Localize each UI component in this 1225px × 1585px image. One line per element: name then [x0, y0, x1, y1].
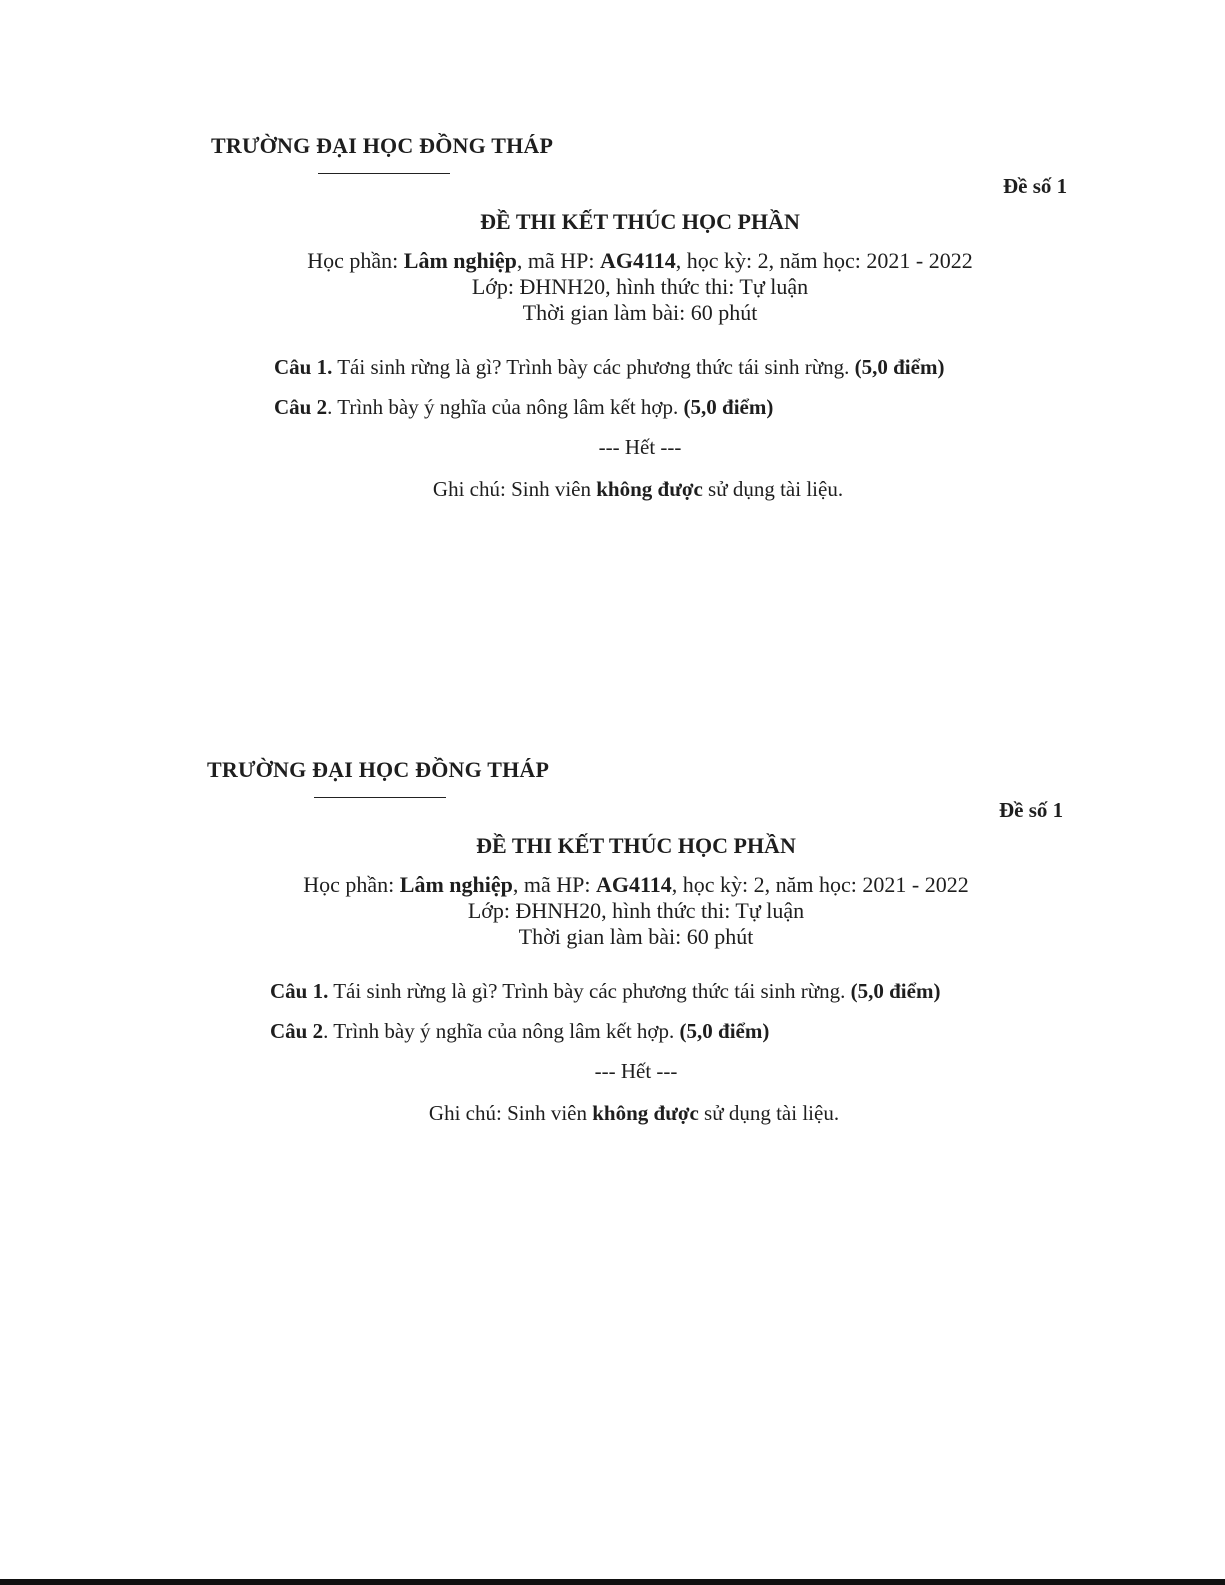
class-info: Lớp: ĐHNH20, hình thức thi: Tự luận	[467, 898, 805, 923]
note	[138, 477, 1138, 502]
course-prefix: Học phần:	[307, 248, 404, 273]
school-name: TRƯỜNG ĐẠI HỌC ĐỒNG THÁP	[211, 133, 554, 158]
note-bold: không được	[592, 1101, 699, 1125]
note-bold: không được	[596, 477, 703, 501]
end-marker: --- Hết ---	[594, 1059, 678, 1083]
question-2-label: Câu 2	[274, 395, 328, 419]
course-code: AG4114	[595, 872, 672, 897]
question-1-text: Tái sinh rừng là gì? Trình bày các phương thức tái sinh rừng.	[332, 355, 855, 379]
exam-title: ĐỀ THI KẾT THÚC HỌC PHẦN	[480, 209, 800, 234]
term-info: , học kỳ: 2, năm học: 2021 - 2022	[671, 872, 969, 897]
question-2	[274, 395, 773, 420]
course-info	[140, 248, 1140, 274]
exam-number: Đề số 1	[999, 798, 1064, 822]
course-code: AG4114	[599, 248, 676, 273]
exam-copy-2	[0, 624, 1221, 1244]
class-info: Lớp: ĐHNH20, hình thức thi: Tự luận	[471, 274, 809, 299]
course-info	[136, 872, 1136, 898]
question-1-label: Câu 1.	[270, 979, 329, 1003]
question-2-points: (5,0 điểm)	[679, 1019, 770, 1043]
question-1-points: (5,0 điểm)	[854, 355, 945, 379]
note-prefix: Ghi chú: Sinh viên	[428, 1101, 593, 1125]
question-1-label: Câu 1.	[274, 355, 333, 379]
term-info: , học kỳ: 2, năm học: 2021 - 2022	[675, 248, 973, 273]
question-1-text: Tái sinh rừng là gì? Trình bày các phương thức tái sinh rừng.	[328, 979, 851, 1003]
question-1-points: (5,0 điểm)	[850, 979, 941, 1003]
note-prefix: Ghi chú: Sinh viên	[432, 477, 597, 501]
course-name: Lâm nghiệp	[403, 248, 517, 273]
note-suffix: sử dụng tài liệu.	[702, 477, 844, 501]
time-info: Thời gian làm bài: 60 phút	[518, 924, 754, 949]
question-2	[270, 1019, 769, 1044]
course-prefix: Học phần:	[303, 872, 400, 897]
scan-bottom-edge	[0, 1579, 1225, 1585]
question-2-text: . Trình bày ý nghĩa của nông lâm kết hợp.	[323, 1019, 680, 1043]
note	[134, 1101, 1134, 1126]
code-prefix: , mã HP:	[512, 872, 596, 897]
school-underline	[318, 173, 450, 174]
exam-title: ĐỀ THI KẾT THÚC HỌC PHẦN	[476, 833, 796, 858]
note-suffix: sử dụng tài liệu.	[698, 1101, 840, 1125]
question-2-points: (5,0 điểm)	[683, 395, 774, 419]
question-2-label: Câu 2	[270, 1019, 324, 1043]
time-info: Thời gian làm bài: 60 phút	[522, 300, 758, 325]
question-1	[270, 979, 940, 1004]
question-2-text: . Trình bày ý nghĩa của nông lâm kết hợp.	[327, 395, 684, 419]
code-prefix: , mã HP:	[516, 248, 600, 273]
exam-copy-1	[0, 0, 1225, 620]
end-marker: --- Hết ---	[598, 435, 682, 459]
school-underline	[314, 797, 446, 798]
exam-number: Đề số 1	[1003, 174, 1068, 198]
question-1	[274, 355, 944, 380]
school-name: TRƯỜNG ĐẠI HỌC ĐỒNG THÁP	[207, 757, 550, 782]
course-name: Lâm nghiệp	[399, 872, 513, 897]
